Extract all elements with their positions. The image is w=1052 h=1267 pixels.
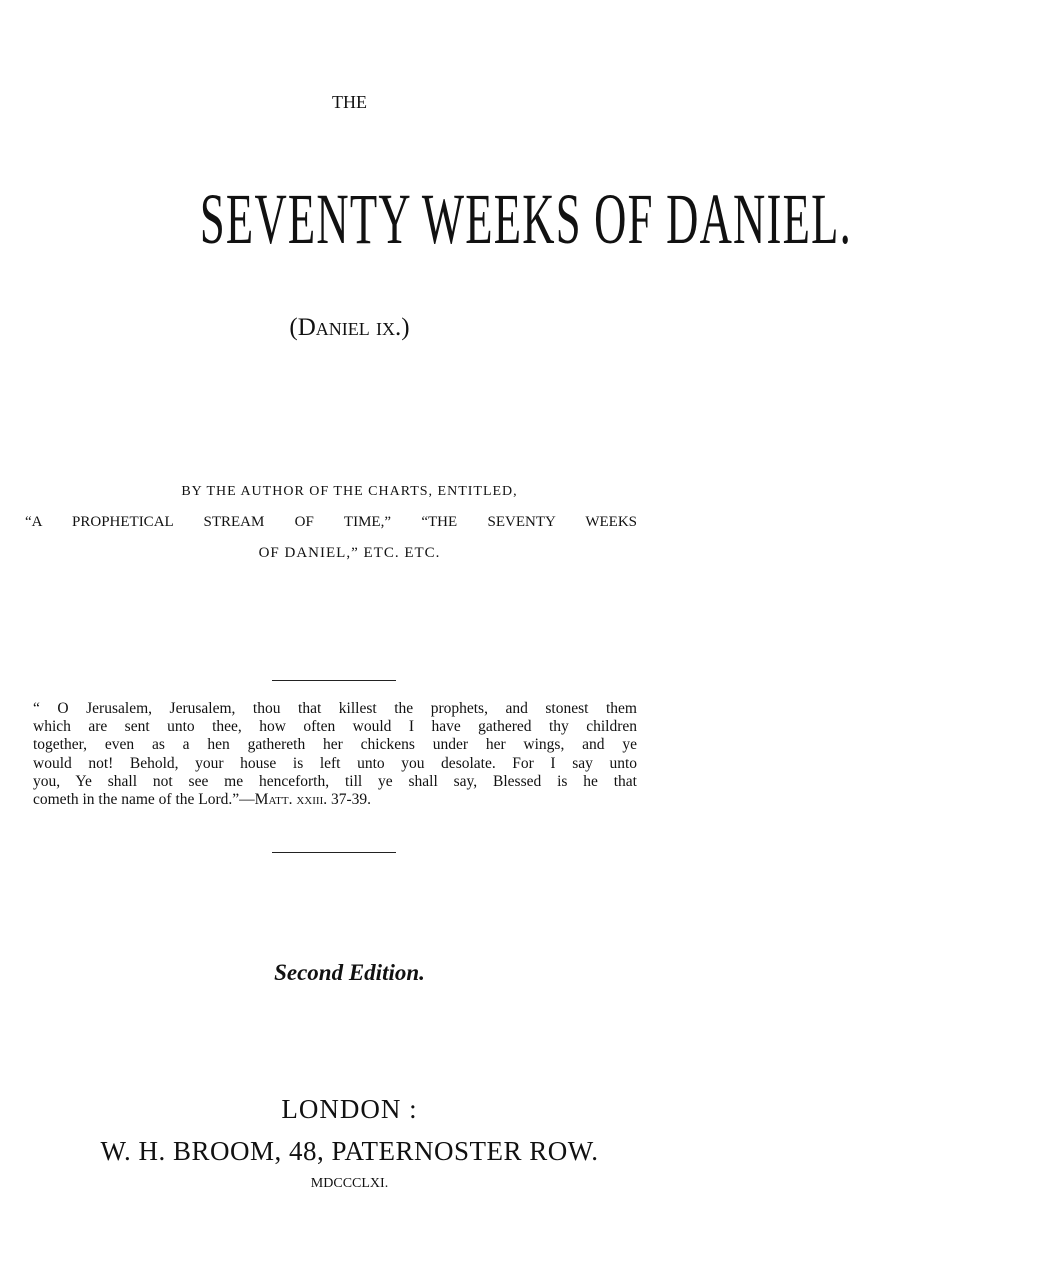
- book-title: [0, 178, 853, 261]
- epigraph-line: which are sent unto thee, how often would I have gathered thy children: [33, 718, 637, 736]
- imprint-year: MDCCCLXI.: [310, 1176, 389, 1191]
- imprint-city: LONDON :: [281, 1094, 418, 1124]
- epigraph-line: “ O Jerusalem, Jerusalem, thou that killest the prophets, and stonest them: [33, 700, 637, 717]
- divider-top: [272, 680, 396, 681]
- header-the: THE: [332, 92, 367, 112]
- epigraph-line: together, even as a hen gathereth her chickens under her wings, and ye: [33, 736, 637, 754]
- attribution-line-2: “A PROPHETICAL STREAM OF TIME,” “THE SEVENTY WEEKS: [25, 514, 637, 530]
- epigraph-line: would not! Behold, your house is left unto you desolate. For I say unto: [33, 754, 637, 772]
- subtitle: (Daniel ix.): [289, 314, 410, 341]
- book-title-text: SEVENTY WEEKS OF DANIEL.: [199, 179, 853, 259]
- edition: Second Edition.: [274, 960, 425, 985]
- attribution-line-3: OF DANIEL,” ETC. ETC.: [258, 545, 441, 561]
- epigraph-citation: Matt. xxiii. 37-39.: [254, 791, 372, 809]
- epigraph: [33, 700, 637, 809]
- epigraph-text: cometh in the name of the Lord.”—: [33, 791, 255, 809]
- epigraph-line: you, Ye shall not see me henceforth, till ye shall say, Blessed is he that: [33, 772, 637, 790]
- imprint-publisher: W. H. BROOM, 48, PATERNOSTER ROW.: [100, 1136, 599, 1166]
- attribution-line-1: BY THE AUTHOR OF THE CHARTS, ENTITLED,: [181, 484, 518, 499]
- divider-bottom: [272, 852, 396, 853]
- epigraph-last-line: [33, 791, 637, 809]
